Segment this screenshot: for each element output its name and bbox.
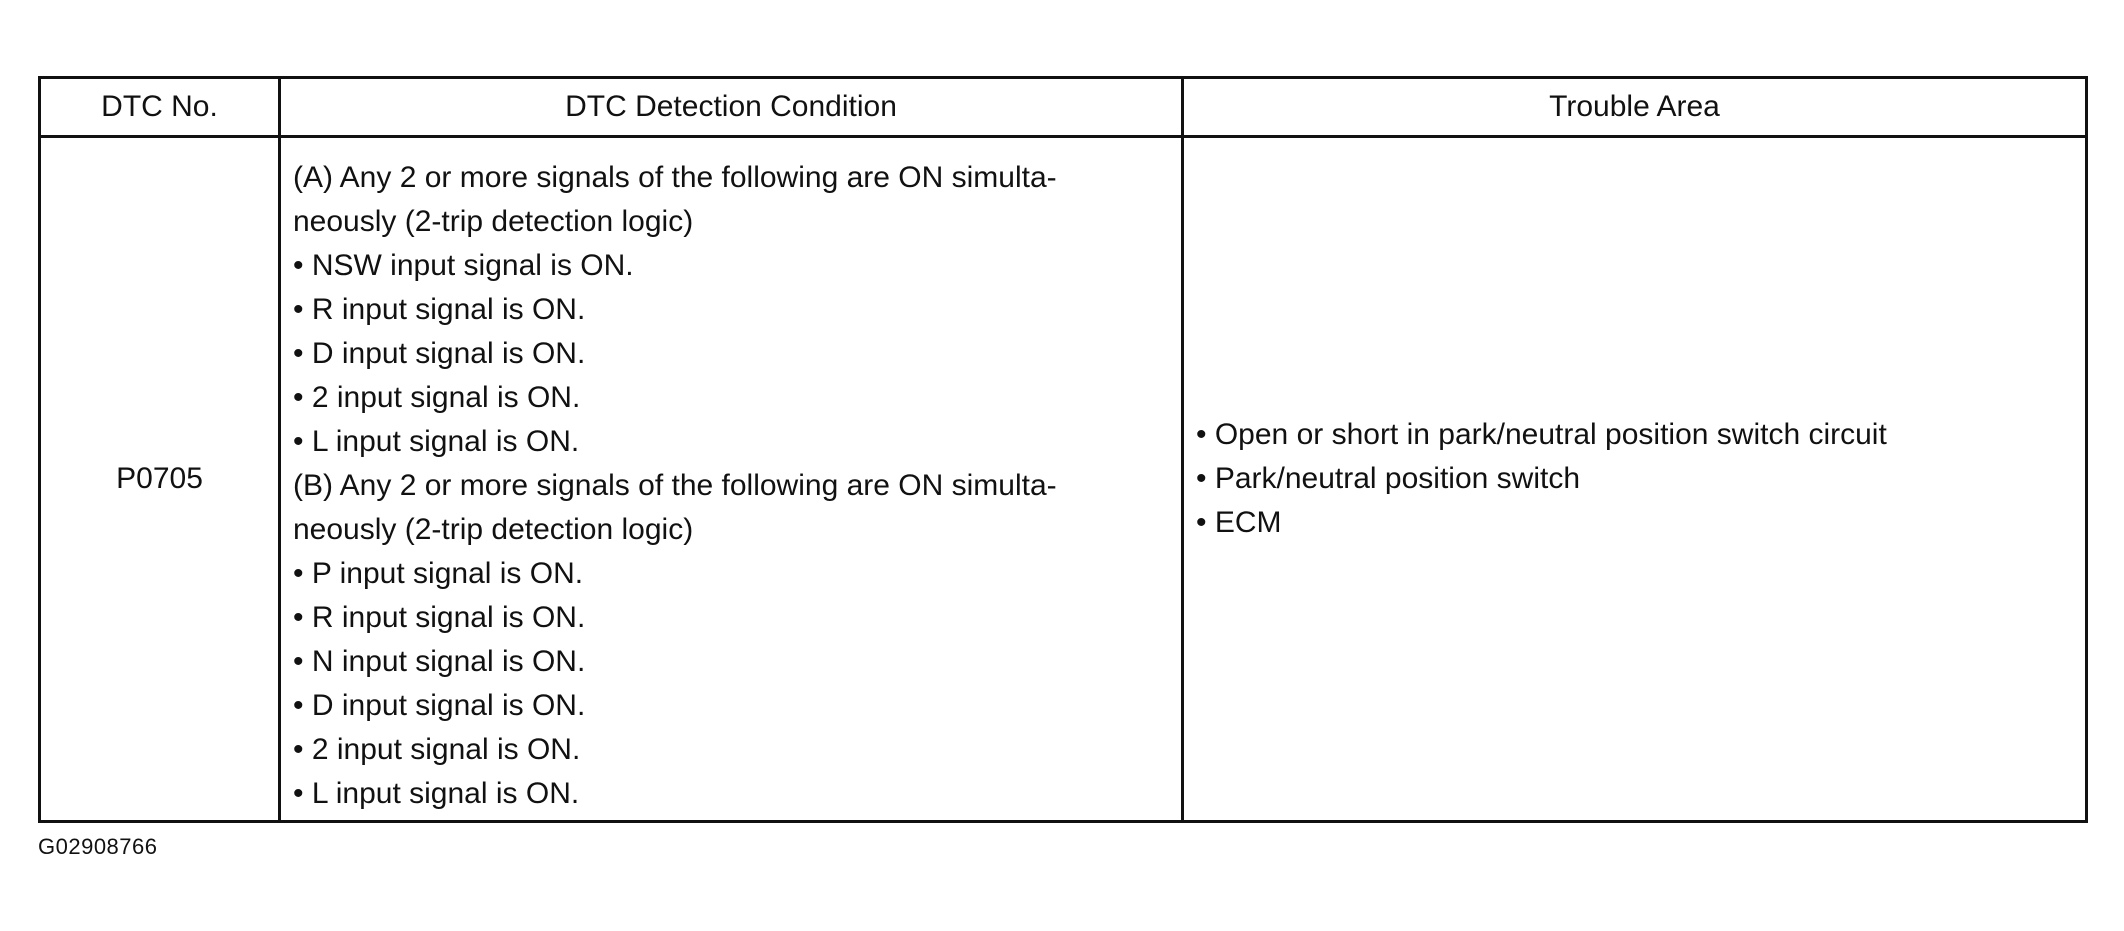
condition-bullet-item: • N input signal is ON. bbox=[293, 640, 1169, 684]
condition-bullet-item: • D input signal is ON. bbox=[293, 684, 1169, 728]
trouble-area-item: • ECM bbox=[1196, 501, 2073, 545]
table-header-row bbox=[40, 78, 2087, 137]
condition-bullet-item: • D input signal is ON. bbox=[293, 332, 1169, 376]
condition-bullet-item: • L input signal is ON. bbox=[293, 420, 1169, 464]
trouble-area-item: • Park/neutral position switch bbox=[1196, 457, 2073, 501]
condition-bullet-item: • L input signal is ON. bbox=[293, 772, 1169, 816]
header-dtc-no: DTC No. bbox=[40, 78, 280, 137]
condition-line: neously (2-trip detection logic) bbox=[293, 205, 694, 238]
dtc-code-cell: P0705 bbox=[40, 137, 280, 822]
trouble-area-cell bbox=[1183, 137, 2087, 822]
header-trouble-area: Trouble Area bbox=[1183, 78, 2087, 137]
header-detection-condition: DTC Detection Condition bbox=[280, 78, 1183, 137]
dtc-table bbox=[38, 76, 2088, 823]
condition-bullet-item: • R input signal is ON. bbox=[293, 288, 1169, 332]
condition-bullet-item: • P input signal is ON. bbox=[293, 552, 1169, 596]
condition-bullet-item: • 2 input signal is ON. bbox=[293, 728, 1169, 772]
figure-id-label: G02908766 bbox=[38, 834, 158, 859]
trouble-area-item: • Open or short in park/neutral position switch circuit bbox=[1196, 413, 2073, 457]
condition-line: (A) Any 2 or more signals of the following are ON simulta- bbox=[293, 161, 1057, 194]
condition-line: neously (2-trip detection logic) bbox=[293, 513, 694, 546]
condition-bullet-item: • R input signal is ON. bbox=[293, 596, 1169, 640]
condition-bullet-item: • 2 input signal is ON. bbox=[293, 376, 1169, 420]
condition-line: (B) Any 2 or more signals of the following are ON simulta- bbox=[293, 469, 1057, 502]
table-row bbox=[40, 137, 2087, 822]
condition-bullet-item: • NSW input signal is ON. bbox=[293, 244, 1169, 288]
detection-condition-cell bbox=[280, 137, 1183, 822]
